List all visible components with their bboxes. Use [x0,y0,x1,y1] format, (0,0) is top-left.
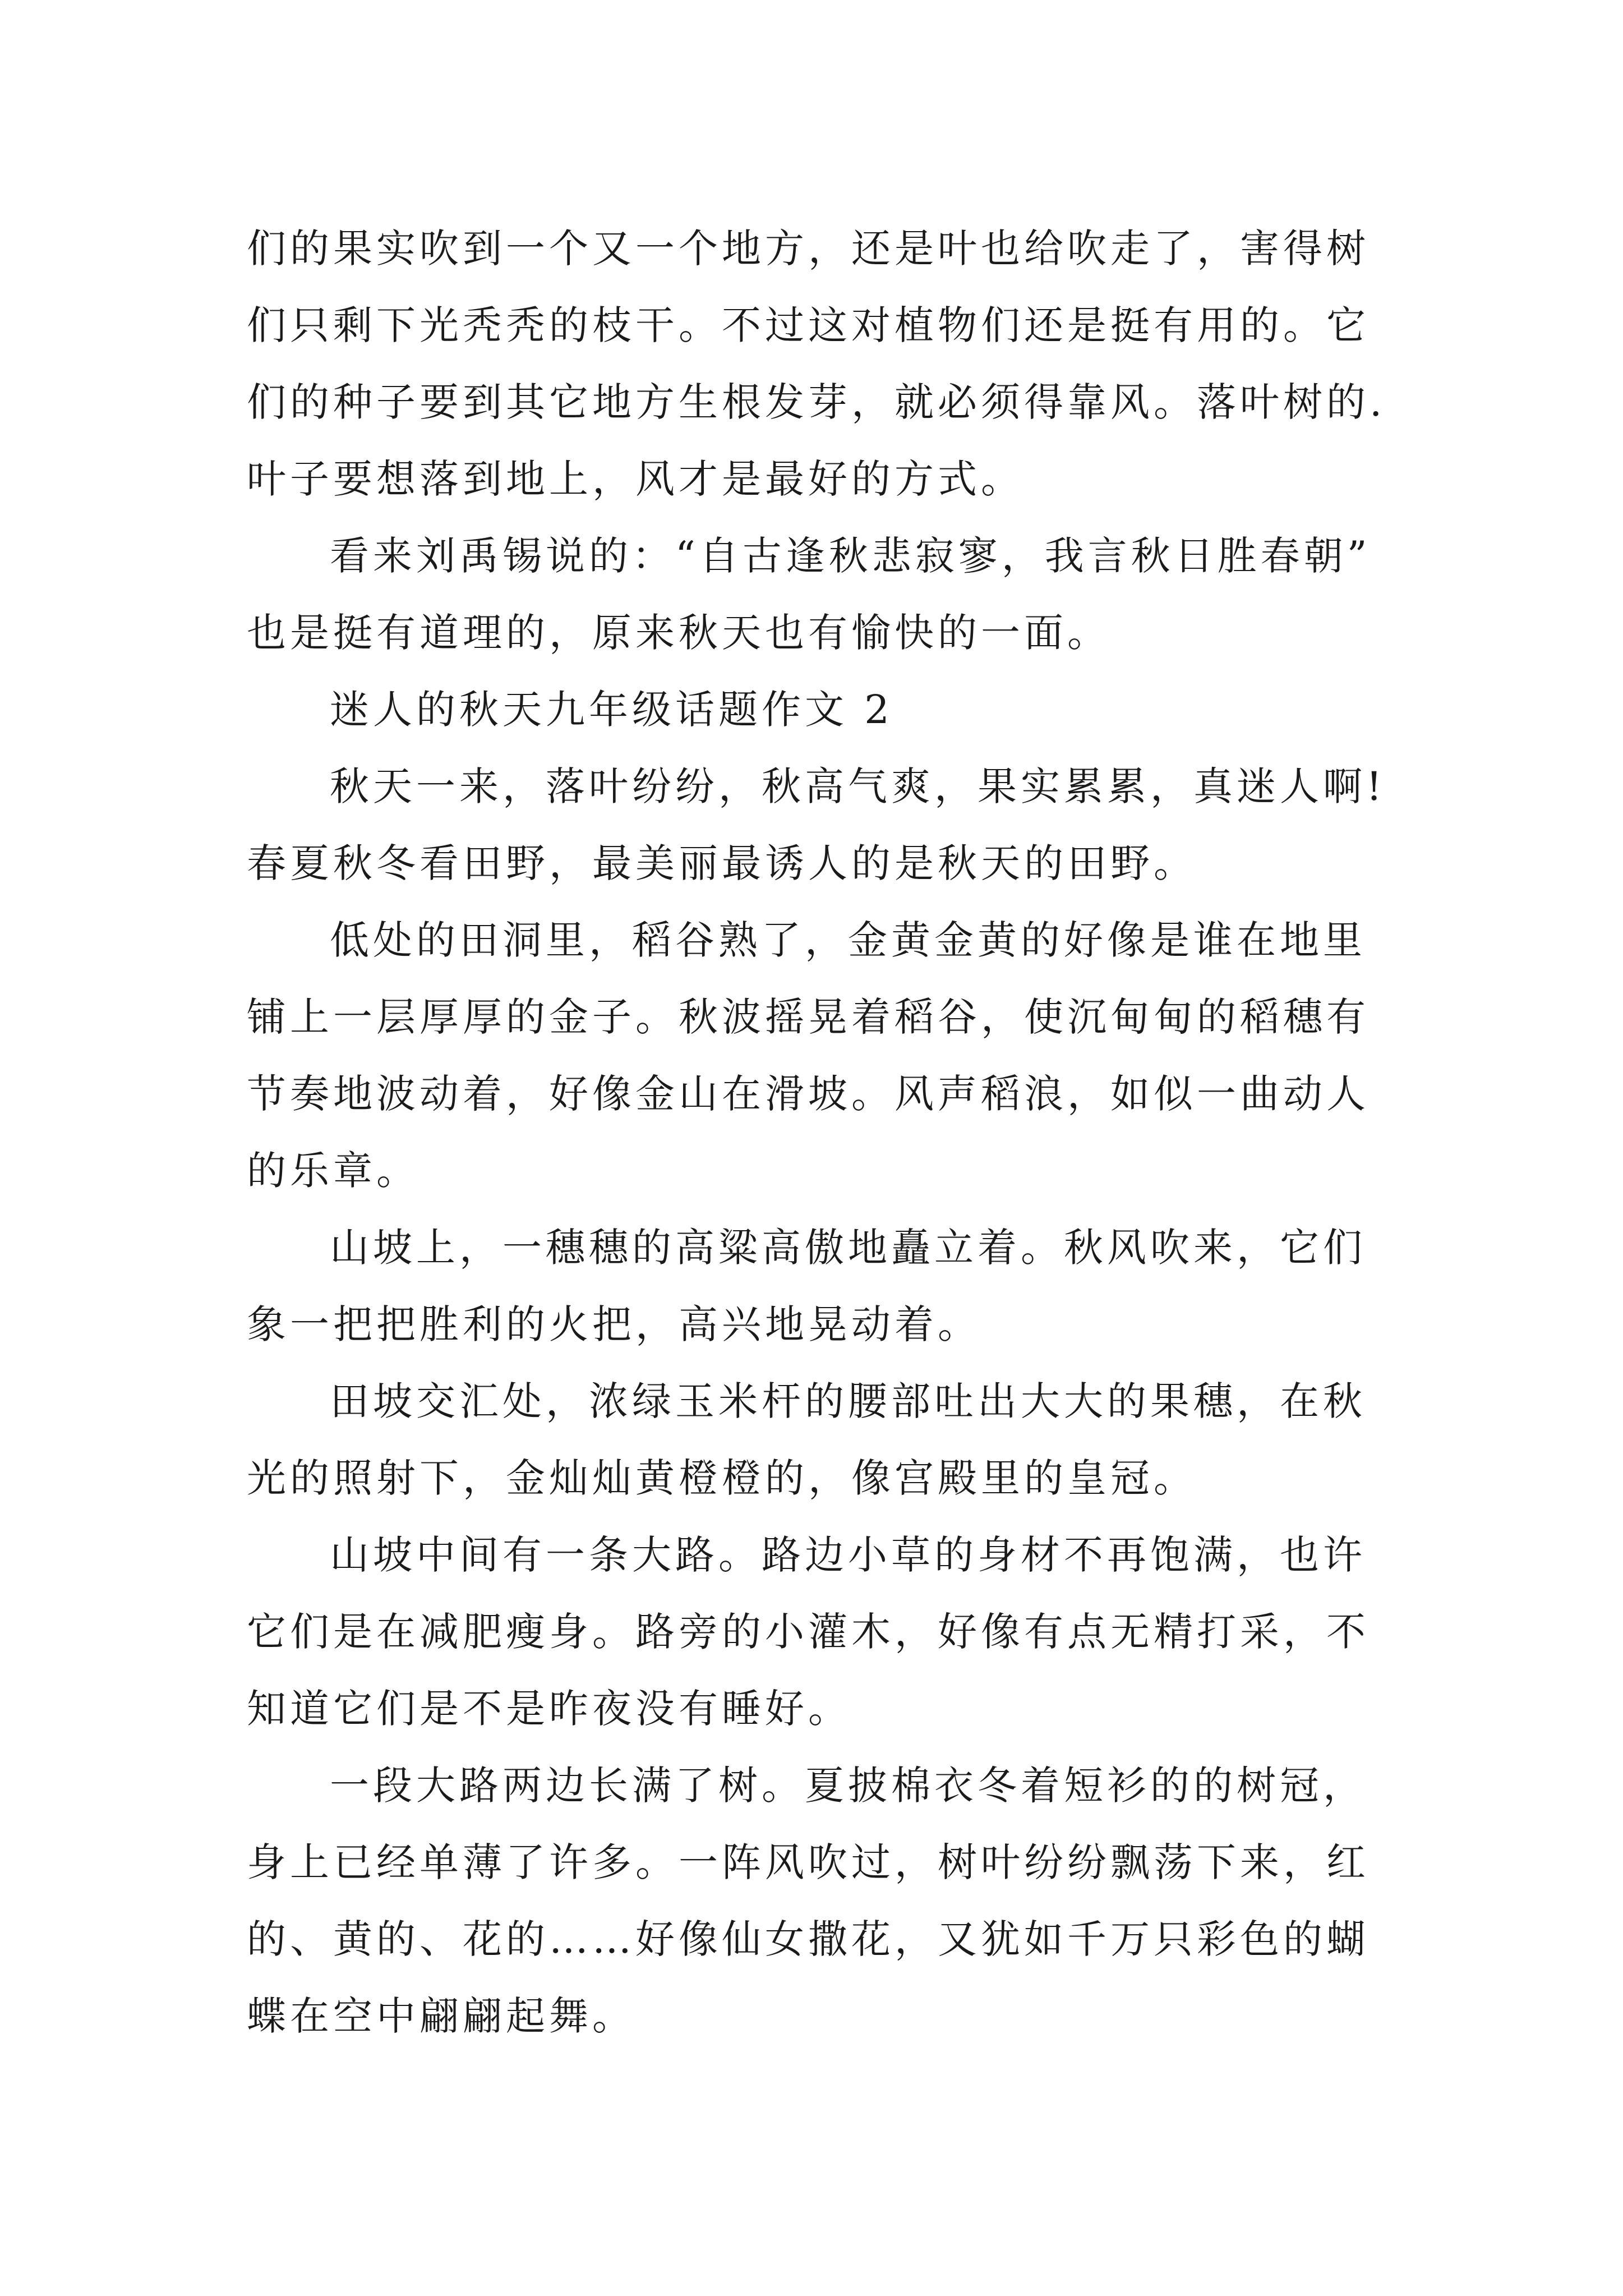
text-line: 山坡中间有一条大路。路边小草的身材不再饱满，也许 [330,1532,1366,1578]
text-line: 春夏秋冬看田野，最美丽最诱人的是秋天的田野。 [247,840,1197,886]
text-line: 们的种子要到其它地方生根发芽，就必须得靠风。落叶树的. [247,379,1386,425]
text-line: 光的照射下，金灿灿黄橙橙的，像宫殿里的皇冠。 [247,1455,1197,1501]
text-line: 低处的田洞里，稻谷熟了，金黄金黄的好像是谁在地里 [330,917,1366,963]
text-line: 们的果实吹到一个又一个地方，还是叶也给吹走了，害得树 [247,226,1370,272]
text-line: 铺上一层厚厚的金子。秋波摇晃着稻谷，使沉甸甸的稻穗有 [247,994,1370,1040]
section-heading: 迷人的秋天九年级话题作文 2 [330,687,893,733]
text-line: 也是挺有道理的，原来秋天也有愉快的一面。 [247,610,1110,656]
text-line: 看来刘禹锡说的：“自古逢秋悲寂寥，我言秋日胜春朝” [330,533,1371,579]
text-line: 叶子要想落到地上，风才是最好的方式。 [247,456,1024,502]
text-line: 一段大路两边长满了树。夏披棉衣冬着短衫的的树冠， [330,1763,1366,1809]
text-line: 节奏地波动着，好像金山在滑坡。风声稻浪，如似一曲动人 [247,1071,1370,1117]
text-line: 它们是在减肥瘦身。路旁的小灌木，好像有点无精打采，不 [247,1609,1370,1655]
text-line: 秋天一来，落叶纷纷，秋高气爽，果实累累，真迷人啊! [330,763,1386,809]
text-line: 们只剩下光秃秃的枝干。不过这对植物们还是挺有用的。它 [247,302,1370,348]
text-line: 身上已经单薄了许多。一阵风吹过，树叶纷纷飘荡下来，红 [247,1839,1370,1885]
text-line: 象一把把胜利的火把，高兴地晃动着。 [247,1301,981,1347]
text-line: 知道它们是不是昨夜没有睡好。 [247,1686,851,1732]
text-line: 的乐章。 [247,1148,419,1194]
text-line: 山坡上，一穗穗的高粱高傲地矗立着。秋风吹来，它们 [330,1225,1366,1271]
text-line: 田坡交汇处，浓绿玉米杆的腰部吐出大大的果穗，在秋 [330,1378,1366,1424]
text-line: 蝶在空中翩翩起舞。 [247,1993,635,2039]
document-body [247,210,1391,2055]
text-line: 的、黄的、花的……好像仙女撒花，又犹如千万只彩色的蝴 [247,1916,1370,1962]
